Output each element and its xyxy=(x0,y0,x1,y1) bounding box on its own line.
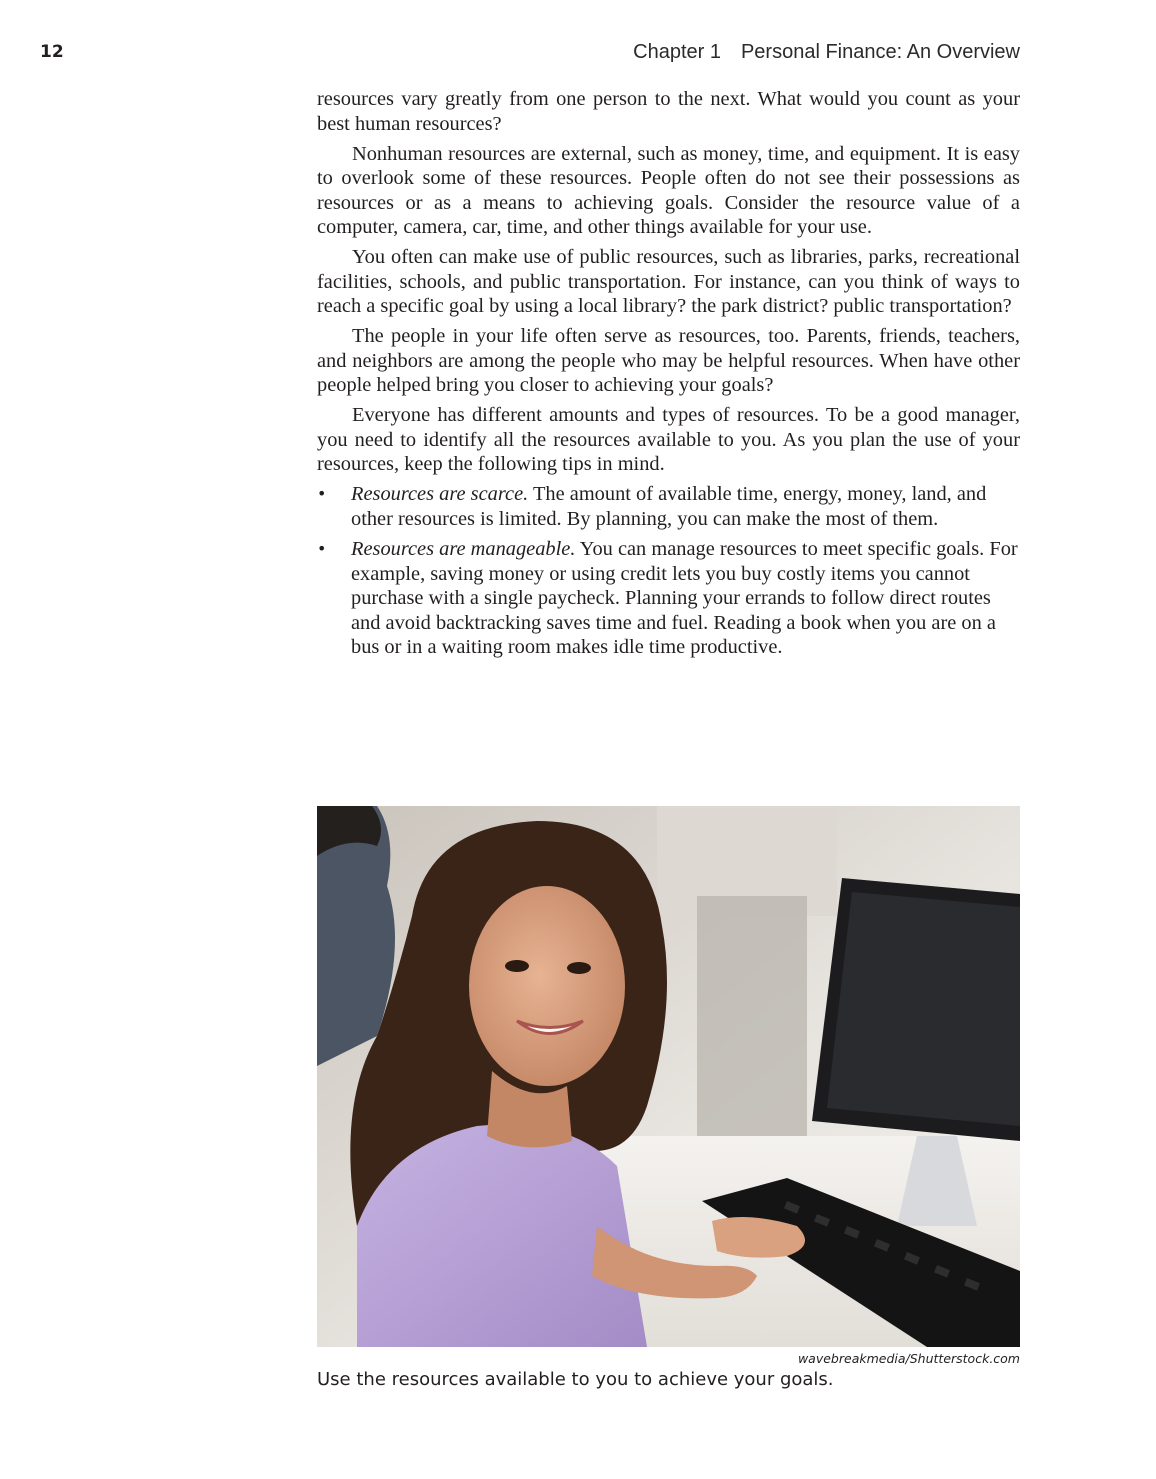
tip-manageable-lead: Resources are manageable. xyxy=(351,538,576,561)
paragraph-1: resources vary greatly from one person to the next. What would you count as your best human resources? xyxy=(317,88,1020,135)
running-head xyxy=(633,41,1020,64)
tip-manageable-text: You can manage resources to meet specific goals. For example, saving money or using credit lets you buy costly items you cannot purchase with a single paycheck. Planning your errands to follow direct routes and avoid backtracking saves time and fuel. Reading a book when you are on a bus or in a waiting room makes idle time productive. xyxy=(351,538,1018,659)
face xyxy=(469,886,625,1086)
paragraph-5: Everyone has different amounts and types of resources. To be a good manager, you need to identify all the resources available to you. As you plan the use of your resources, keep the following tips in mind. xyxy=(317,404,1020,476)
body-text xyxy=(317,87,1020,665)
tip-scarce xyxy=(317,482,1020,531)
tips-list xyxy=(317,482,1020,659)
tip-scarce-text: The amount of available time, energy, money, land, and other resources is limited. By planning, you can make the most of them. xyxy=(351,483,987,530)
student-at-computer-photo xyxy=(317,806,1020,1347)
tip-scarce-lead: Resources are scarce. xyxy=(351,483,529,506)
page-number: 12 xyxy=(40,42,64,62)
right-eye xyxy=(567,962,591,974)
photo-credit: wavebreakmedia/Shutterstock.com xyxy=(797,1351,1020,1366)
tip-manageable xyxy=(317,537,1020,660)
monitor-screen xyxy=(827,892,1020,1126)
background-shelf xyxy=(697,896,807,1156)
bullet-icon: • xyxy=(317,484,327,504)
left-eye xyxy=(505,960,529,972)
chapter-label: Chapter 1 xyxy=(633,41,721,63)
paragraph-4: The people in your life often serve as resources, too. Parents, friends, teachers, and neighbors are among the people who may be helpful resources. When have other people helped bring you closer to achieving your goals? xyxy=(317,325,1020,397)
chapter-title: Personal Finance: An Overview xyxy=(740,41,1020,63)
paragraph-2: Nonhuman resources are external, such as money, time, and equipment. It is easy to overlook some of these resources. People often do not see their possessions as resources or as a means to achieving goals. Consider the resource value of a computer, camera, car, time, and other things available for your use. xyxy=(317,142,1020,239)
bullet-icon: • xyxy=(317,539,327,559)
figure-caption: Use the resources available to you to achieve your goals. xyxy=(317,1369,834,1390)
paragraph-3: You often can make use of public resources, such as libraries, parks, recreational facilities, schools, and public transportation. For instance, can you think of ways to reach a specific goal by using a local library? the park district? public transportation? xyxy=(317,246,1020,318)
